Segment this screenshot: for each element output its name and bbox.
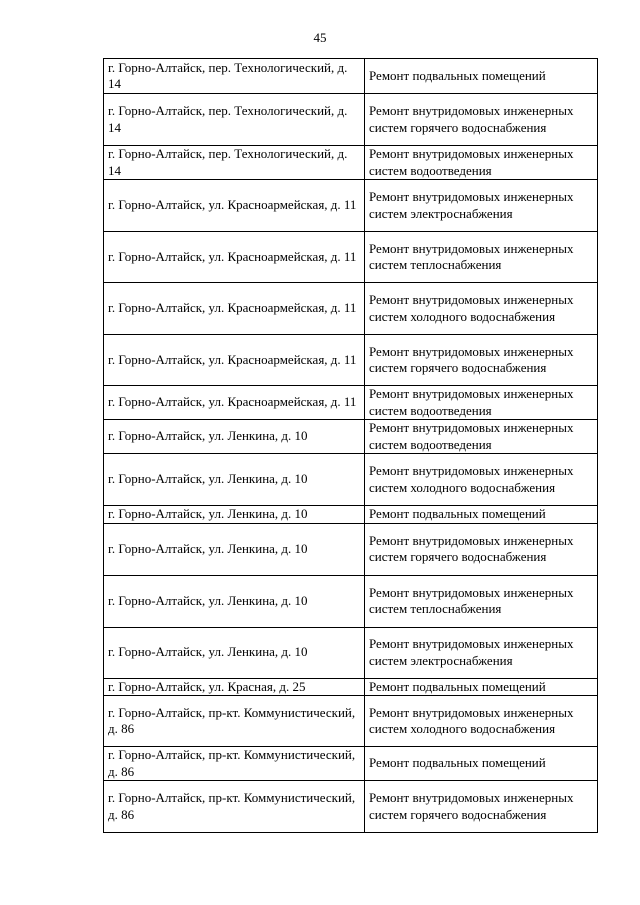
address-cell: г. Горно-Алтайск, пер. Технологический, д. 14 bbox=[104, 146, 365, 180]
work-type-cell: Ремонт подвальных помещений bbox=[365, 506, 598, 524]
table-row bbox=[104, 678, 598, 696]
table-row bbox=[104, 335, 598, 386]
table-row bbox=[104, 180, 598, 232]
work-type-cell: Ремонт внутридомовых инженерных систем горячего водоснабжения bbox=[365, 523, 598, 575]
table-row bbox=[104, 283, 598, 335]
work-type-cell: Ремонт внутридомовых инженерных систем водоотведения bbox=[365, 146, 598, 180]
address-cell: г. Горно-Алтайск, пр-кт. Коммунистический, д. 86 bbox=[104, 781, 365, 833]
work-type-cell: Ремонт внутридомовых инженерных систем горячего водоснабжения bbox=[365, 781, 598, 833]
table-row bbox=[104, 627, 598, 678]
work-type-cell: Ремонт внутридомовых инженерных систем водоотведения bbox=[365, 386, 598, 420]
table-row bbox=[104, 386, 598, 420]
table-body bbox=[104, 59, 598, 833]
address-cell: г. Горно-Алтайск, ул. Ленкина, д. 10 bbox=[104, 575, 365, 627]
address-cell: г. Горно-Алтайск, пр-кт. Коммунистический, д. 86 bbox=[104, 747, 365, 781]
address-cell: г. Горно-Алтайск, ул. Красная, д. 25 bbox=[104, 678, 365, 696]
address-cell: г. Горно-Алтайск, ул. Ленкина, д. 10 bbox=[104, 523, 365, 575]
work-type-cell: Ремонт внутридомовых инженерных систем теплоснабжения bbox=[365, 232, 598, 283]
table-row bbox=[104, 94, 598, 146]
address-cell: г. Горно-Алтайск, ул. Красноармейская, д. 11 bbox=[104, 232, 365, 283]
table-row bbox=[104, 59, 598, 94]
work-type-cell: Ремонт подвальных помещений bbox=[365, 678, 598, 696]
work-type-cell: Ремонт внутридомовых инженерных систем теплоснабжения bbox=[365, 575, 598, 627]
table-row bbox=[104, 575, 598, 627]
address-cell: г. Горно-Алтайск, пер. Технологический, д. 14 bbox=[104, 59, 365, 94]
table-row bbox=[104, 232, 598, 283]
table-row bbox=[104, 454, 598, 506]
table-row bbox=[104, 146, 598, 180]
address-cell: г. Горно-Алтайск, ул. Ленкина, д. 10 bbox=[104, 454, 365, 506]
work-type-cell: Ремонт внутридомовых инженерных систем электроснабжения bbox=[365, 627, 598, 678]
work-type-cell: Ремонт подвальных помещений bbox=[365, 59, 598, 94]
address-cell: г. Горно-Алтайск, ул. Красноармейская, д. 11 bbox=[104, 180, 365, 232]
table-row bbox=[104, 506, 598, 524]
address-cell: г. Горно-Алтайск, ул. Ленкина, д. 10 bbox=[104, 420, 365, 454]
work-type-cell: Ремонт внутридомовых инженерных систем горячего водоснабжения bbox=[365, 335, 598, 386]
address-cell: г. Горно-Алтайск, ул. Ленкина, д. 10 bbox=[104, 506, 365, 524]
work-type-cell: Ремонт подвальных помещений bbox=[365, 747, 598, 781]
address-cell: г. Горно-Алтайск, ул. Красноармейская, д. 11 bbox=[104, 283, 365, 335]
works-table bbox=[103, 58, 598, 833]
table-row bbox=[104, 696, 598, 747]
address-cell: г. Горно-Алтайск, пер. Технологический, д. 14 bbox=[104, 94, 365, 146]
table-row bbox=[104, 747, 598, 781]
table-row bbox=[104, 523, 598, 575]
page-number: 45 bbox=[313, 30, 327, 45]
work-type-cell: Ремонт внутридомовых инженерных систем горячего водоснабжения bbox=[365, 94, 598, 146]
address-cell: г. Горно-Алтайск, ул. Ленкина, д. 10 bbox=[104, 627, 365, 678]
work-type-cell: Ремонт внутридомовых инженерных систем водоотведения bbox=[365, 420, 598, 454]
address-cell: г. Горно-Алтайск, пр-кт. Коммунистический, д. 86 bbox=[104, 696, 365, 747]
address-cell: г. Горно-Алтайск, ул. Красноармейская, д. 11 bbox=[104, 386, 365, 420]
work-type-cell: Ремонт внутридомовых инженерных систем холодного водоснабжения bbox=[365, 283, 598, 335]
work-type-cell: Ремонт внутридомовых инженерных систем холодного водоснабжения bbox=[365, 454, 598, 506]
work-type-cell: Ремонт внутридомовых инженерных систем электроснабжения bbox=[365, 180, 598, 232]
table-row bbox=[104, 420, 598, 454]
address-cell: г. Горно-Алтайск, ул. Красноармейская, д. 11 bbox=[104, 335, 365, 386]
work-type-cell: Ремонт внутридомовых инженерных систем холодного водоснабжения bbox=[365, 696, 598, 747]
table-row bbox=[104, 781, 598, 833]
